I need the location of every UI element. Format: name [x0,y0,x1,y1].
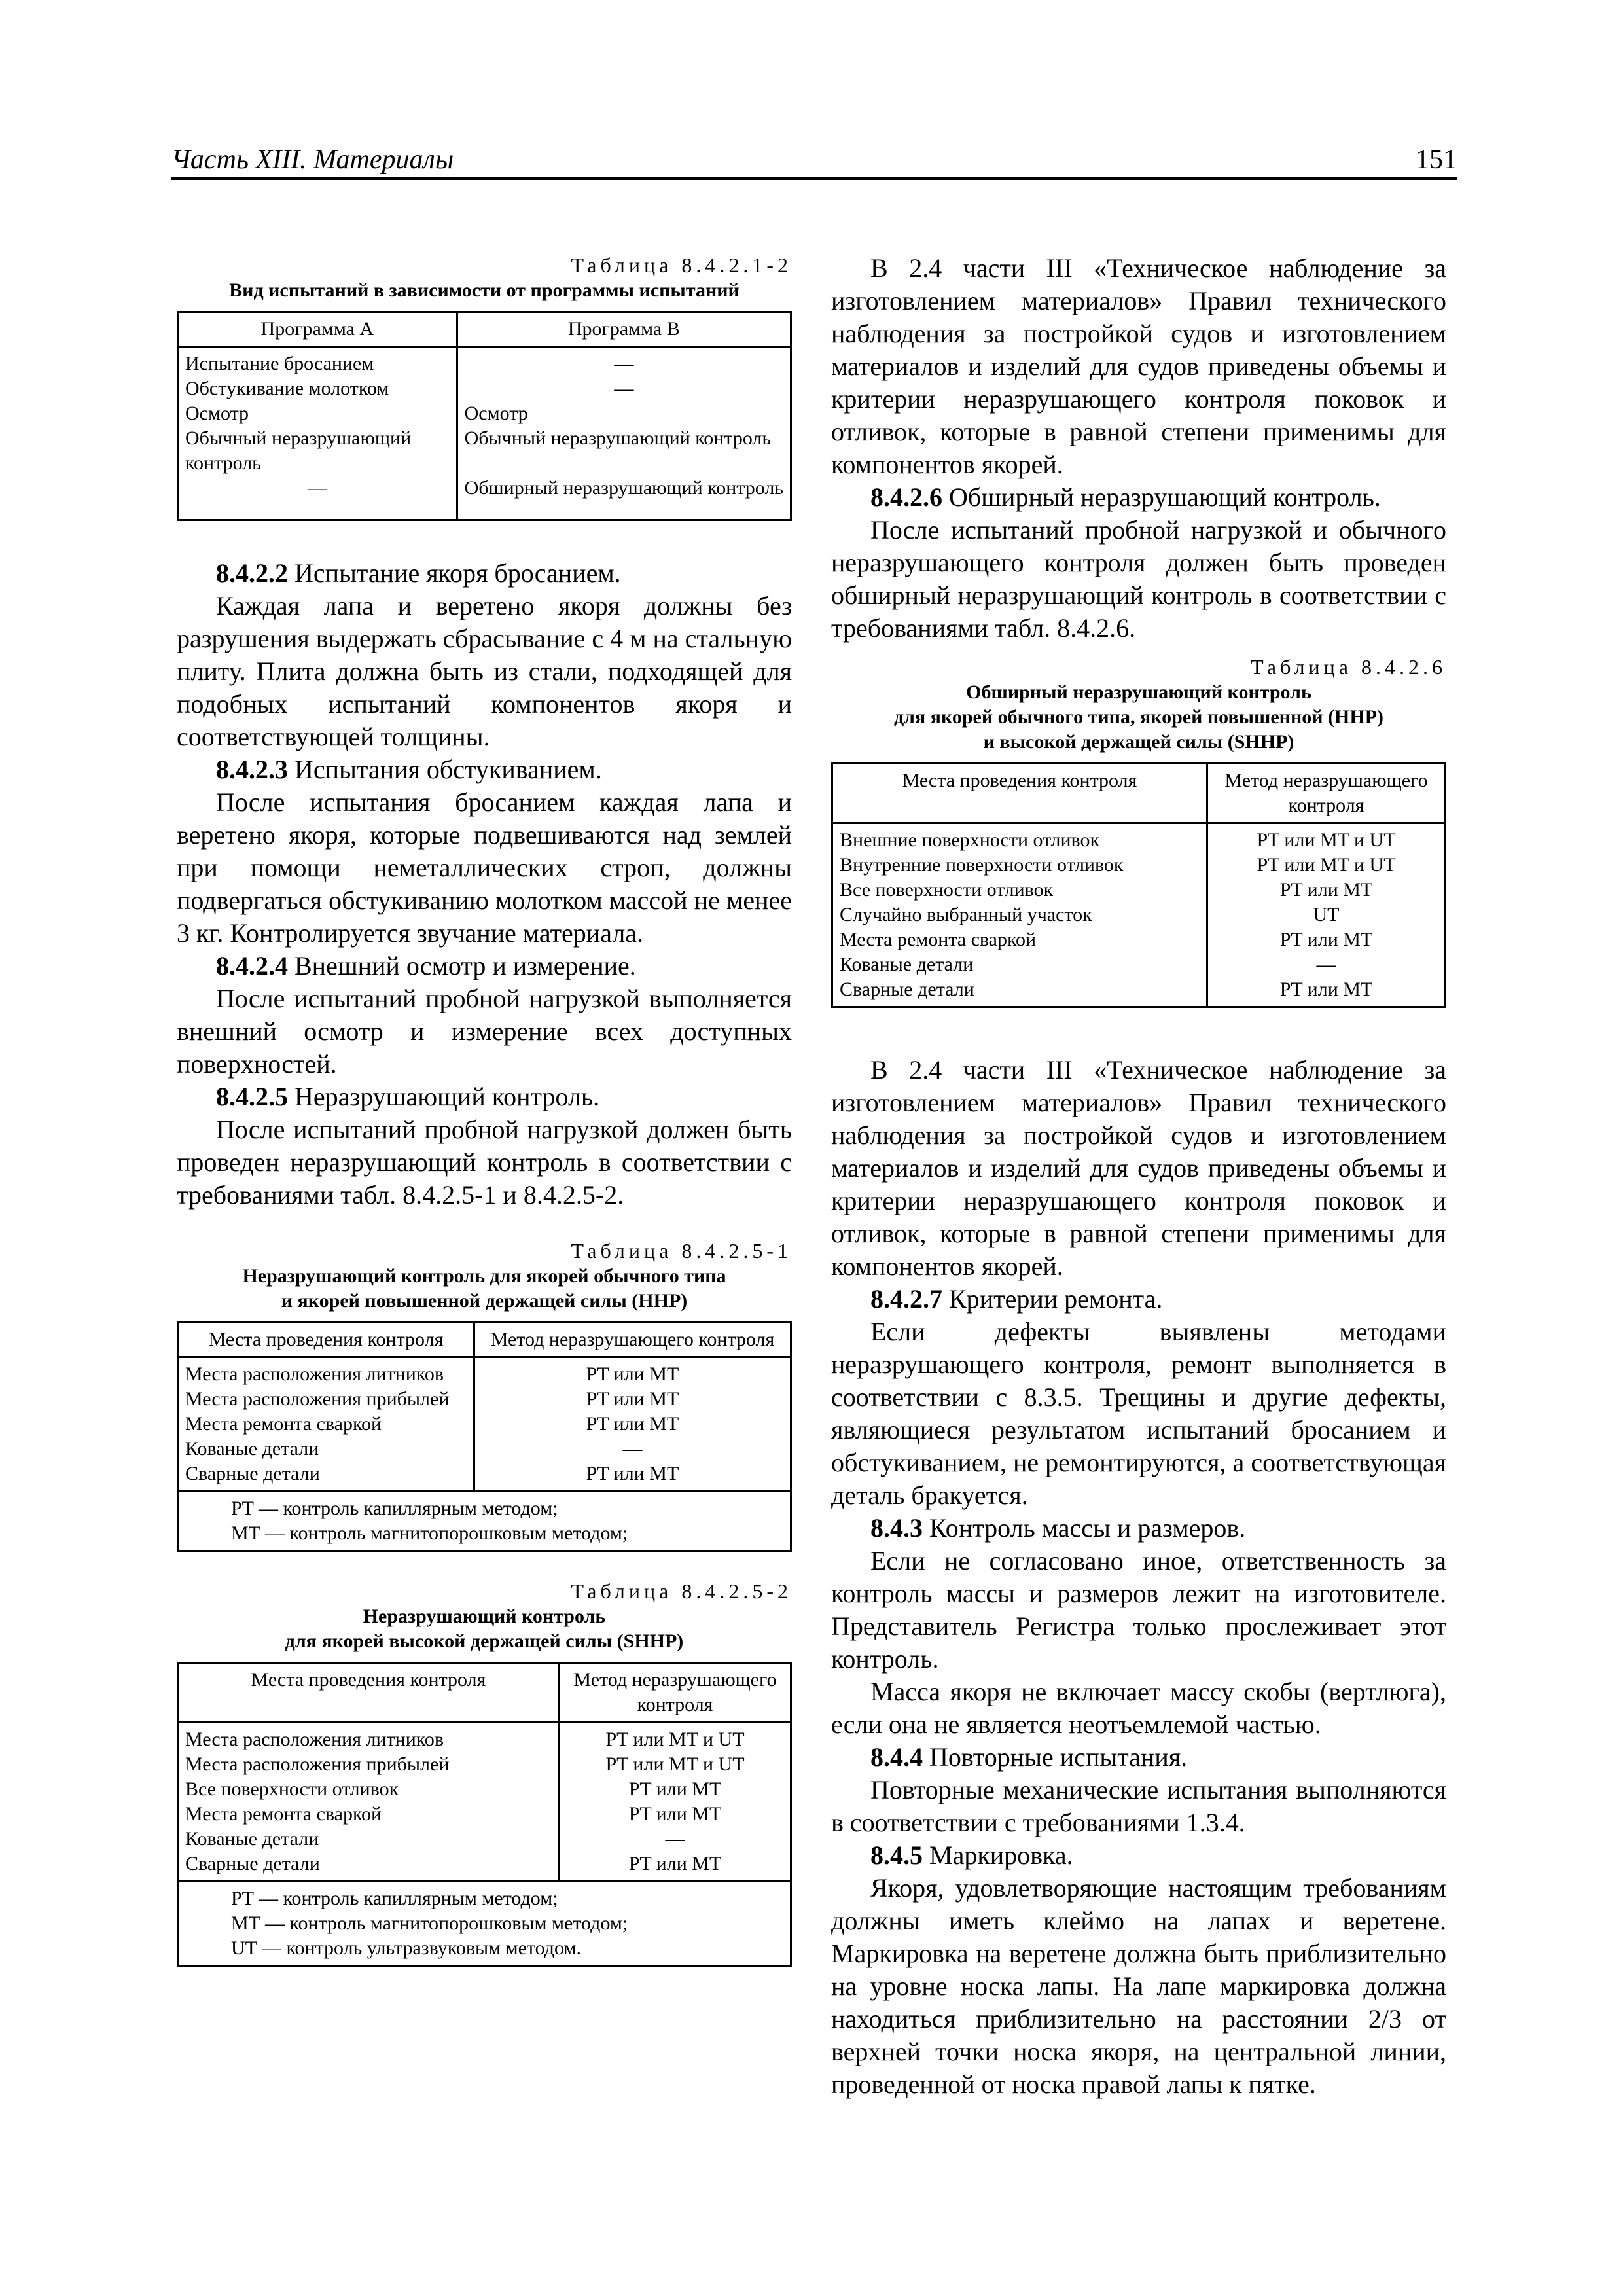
table-cell: Кованые детали [185,1828,319,1850]
section-number: 8.4.2.7 [870,1284,942,1314]
section-number: 8.4.5 [870,1840,923,1870]
table-cell: Случайно выбранный участок [840,904,1092,925]
section-heading [831,481,1446,514]
section-number: 8.4.2.2 [216,558,288,588]
table-cell: UT [1313,904,1340,925]
section-heading [177,753,792,786]
table-cell: PT или MT [586,1388,679,1410]
section-number: 8.4.2.4 [216,951,288,980]
table-cell: PT или MT [1279,929,1373,950]
table-cell: PT или MT [586,1463,679,1484]
table-title: Неразрушающий контроль [363,1605,606,1627]
table-title: и высокой держащей силы (SHHP) [983,731,1294,753]
table-cell: Обстукивание молотком [185,378,389,399]
table-cell: Испытание бросанием [185,353,374,374]
table-cell: Места ремонта сваркой [840,929,1037,950]
table-cell: Места расположения литников [185,1729,444,1750]
table-cell: PT или MT [1279,879,1373,901]
table-caption: Таблица 8.4.2.5-1 [571,1239,792,1263]
table-header: Программа В [457,312,791,347]
section-heading [831,1741,1446,1774]
section-title: Внешний осмотр и измерение. [294,951,636,980]
paragraph: После испытаний пробной нагрузкой должен быть проведен неразрушающий контроль в соответствии с требованиями табл. 8.4.2.5-1 и 8.4.2.5-2. [177,1115,792,1210]
table-note: MT — контроль магнитопорошковым методом; [231,1912,628,1934]
section-heading [177,557,792,590]
section-title: Критерии ремонта. [949,1284,1163,1314]
table-caption: Таблица 8.4.2.5-2 [571,1579,792,1603]
table-cell: — [614,353,634,374]
header-title: Часть XIII. Материалы [171,145,454,175]
table-cell: — [307,477,327,499]
table-cell: Все поверхности отливок [185,1778,399,1800]
table-title: Вид испытаний в зависимости от программы испытаний [229,279,740,301]
table-cell: Места расположения прибылей [185,1388,450,1410]
section-heading [831,1512,1446,1545]
paragraph: Масса якоря не включает массу скобы (вертлюга), если она не является неотъемлемой частью. [831,1677,1446,1739]
paragraph: Если дефекты выявлены методами неразрушающего контроля, ремонт выполняется в соответствии с 8.3.5. Трещины и другие дефекты, являющиеся результатом испытаний бросанием и обстукиванием, не ремонтируются, а соответствующая деталь бракуется. [831,1317,1446,1510]
table-cell: Кованые детали [185,1438,319,1460]
table-cell: PT или MT [1279,978,1373,1000]
right-column [831,252,1446,2101]
paragraph: Повторные механические испытания выполняются в соответствии с требованиями 1.3.4. [831,1775,1446,1837]
table-header: Метод неразрушающего контроля [560,1663,791,1723]
section-title: Контроль массы и размеров. [929,1513,1246,1543]
table-cell: Внешние поверхности отливок [840,829,1100,851]
table-cell: Обычный неразрушающий контроль [185,427,412,474]
table-header: Места проведения контроля [178,1663,560,1723]
table-caption: Таблица 8.4.2.6 [1251,655,1446,679]
table-cell: PT или MT и UT [605,1753,745,1775]
table-cell: — [622,1438,643,1460]
table-cell: PT или MT [628,1803,722,1825]
table-cell: PT или MT и UT [605,1729,745,1750]
section-number: 8.4.4 [870,1742,923,1772]
table-header: Метод неразрушающего контроля [474,1323,791,1357]
table-cell: — [665,1828,685,1850]
table-header: Программа А [178,312,457,347]
table-caption: Таблица 8.4.2.1-2 [571,253,792,277]
table-cell: PT или MT и UT [1257,829,1396,851]
running-header [171,144,1457,177]
table-ndt-shhp [177,1662,792,1967]
table-cell: PT или MT и UT [1257,854,1396,876]
left-column [177,252,792,1967]
table-cell: Места ремонта сваркой [185,1413,382,1435]
table-extensive-ndt [831,762,1446,1008]
section-title: Неразрушающий контроль. [294,1082,600,1111]
section-heading [177,1081,792,1113]
table-cell: — [1316,954,1336,975]
table-cell: Места расположения литников [185,1363,444,1385]
table-cell: Кованые детали [840,954,974,975]
table-cell: Обычный неразрушающий контроль [464,427,772,449]
table-cell: Обширный неразрушающий контроль [464,477,783,499]
paragraph: После испытаний пробной нагрузкой и обычного неразрушающего контроля должен быть проведен обширный неразрушающий контроль в соответствии с требованиями табл. 8.4.2.6. [831,515,1446,643]
table-cell: — [614,378,634,399]
table-ndt-hhp [177,1321,792,1552]
table-cell: Все поверхности отливок [840,879,1054,901]
table-cell: Осмотр [185,403,249,424]
section-title: Повторные испытания. [929,1742,1188,1772]
table-cell: Осмотр [464,403,528,424]
section-title: Обширный неразрушающий контроль. [949,482,1381,512]
table-header: Места проведения контроля [178,1323,474,1357]
table-note: PT — контроль капиллярным методом; [231,1888,558,1909]
section-number: 8.4.2.3 [216,755,288,784]
section-number: 8.4.2.5 [216,1082,288,1111]
section-heading [177,950,792,982]
paragraph: В 2.4 части III «Техническое наблюдение за изготовлением материалов» Правил технического наблюдения за постройкой судов и изготовлением материалов и изделий для судов приведены объемы и критерии неразрушающего контроля поковок и отливок, которые в равной степени применимы для компонентов якорей. [831,1055,1446,1281]
table-cell: Внутренние поверхности отливок [840,854,1124,876]
table-note: PT — контроль капиллярным методом; [231,1498,558,1519]
table-cell: Сварные детали [185,1463,320,1484]
table-title: для якорей обычного типа, якорей повышенной (HHP) [894,706,1383,728]
table-note: UT — контроль ультразвуковым методом. [231,1937,581,1959]
table-title: и якорей повышенной держащей силы (HHP) [281,1290,688,1312]
table-cell: Места расположения прибылей [185,1753,450,1775]
table-title: для якорей высокой держащей силы (SHHP) [285,1630,684,1652]
section-heading [831,1839,1446,1872]
table-cell: PT или MT [628,1778,722,1800]
table-title: Неразрушающий контроль для якорей обычного типа [242,1265,726,1287]
paragraph: Якоря, удовлетворяющие настоящим требованиям должны иметь клеймо на лапах и веретене. Маркировка на веретене должна быть приблизительно на уровне носка лапы. На лапе маркировка должна находиться приблизительно на расстоянии 2/3 от верхней точки носка якоря, на центральной линии, проведенной от носка правой лапы к пятке. [831,1873,1446,2099]
section-heading [831,1283,1446,1316]
table-note: MT — контроль магнитопорошковым методом; [231,1522,628,1544]
section-title: Испытания обстукиванием. [294,755,602,784]
table-cell: Сварные детали [185,1853,320,1874]
table-cell: PT или MT [628,1853,722,1874]
paragraph: В 2.4 части III «Техническое наблюдение за изготовлением материалов» Правил технического наблюдения за постройкой судов и изготовлением материалов и изделий для судов приведены объемы и критерии неразрушающего контроля поковок и отливок, которые в равной степени применимы для компонентов якорей. [831,253,1446,479]
section-title: Маркировка. [929,1840,1073,1870]
paragraph: После испытаний пробной нагрузкой выполняется внешний осмотр и измерение всех доступных поверхностей. [177,984,792,1079]
section-number: 8.4.2.6 [870,482,942,512]
paragraph: После испытания бросанием каждая лапа и веретено якоря, которые подвешиваются над землей при помощи неметаллических строп, должны подвергаться обстукиванию молотком массой не менее 3 кг. Контролируется звучание материала. [177,787,792,948]
table-cell: Места ремонта сваркой [185,1803,382,1825]
table-header: Места проведения контроля [832,764,1207,823]
paragraph: Если не согласовано иное, ответственность за контроль массы и размеров лежит на изготовителе. Представитель Регистра только прослеживает этот контроль. [831,1546,1446,1674]
section-number: 8.4.3 [870,1513,923,1543]
table-header: Метод неразрушающего контроля [1207,764,1446,823]
header-rule [171,177,1457,180]
table-cell: PT или MT [586,1413,679,1435]
section-title: Испытание якоря бросанием. [294,558,621,588]
table-cell: Сварные детали [840,978,974,1000]
table-test-programs [177,311,792,521]
paragraph: Каждая лапа и веретено якоря должны без разрушения выдержать сбрасывание с 4 м на стальную плиту. Плита должна быть из стали, подходящей для подобных испытаний компонентов якоря и соответствующей толщины. [177,591,792,751]
page-number: 151 [1416,145,1457,175]
table-cell: PT или MT [586,1363,679,1385]
table-title: Обширный неразрушающий контроль [966,681,1311,703]
